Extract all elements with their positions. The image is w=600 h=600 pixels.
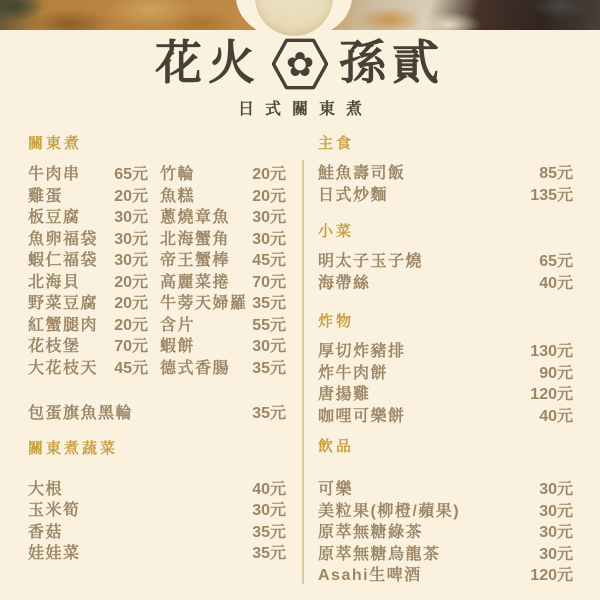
menu-item-name: 美粒果(柳橙/蘋果): [318, 502, 461, 520]
menu-item-row: [28, 520, 286, 542]
menu-item-row: [28, 498, 286, 520]
menu-item-name: 鮭魚壽司飯: [318, 165, 406, 183]
menu-item-row: [318, 563, 573, 585]
menu-item-name: 蝦仁福袋: [28, 252, 99, 269]
menu-item-row: [318, 361, 573, 383]
menu-item-row: [318, 520, 573, 542]
menu-item-name: 咖哩可樂餅: [318, 407, 406, 425]
menu-item-row: [318, 542, 573, 564]
menu-item-row: [28, 333, 286, 355]
menu-item-row: [318, 339, 573, 361]
menu-item-name: 板豆腐: [28, 209, 81, 226]
menu-item-row: [28, 247, 286, 269]
section-title-mains: 主食: [318, 135, 355, 152]
menu-item-price: 45元: [114, 359, 148, 377]
menu-item-row: [28, 161, 286, 183]
menu-item-price: 65元: [539, 253, 573, 271]
menu-item-name: 魚糕: [160, 187, 196, 205]
menu-item-row: [28, 269, 286, 291]
menu-item-row: [318, 404, 573, 426]
header-photo-strip: [0, 0, 600, 30]
menu-item-name: 海帶絲: [318, 274, 371, 292]
menu-item-name: 大花枝天: [28, 359, 99, 377]
menu-item-name: 雞蛋: [28, 187, 64, 205]
menu-item-price: 40元: [539, 407, 573, 425]
menu-item-name: 竹輪: [160, 166, 196, 183]
sakura-flower-glyph: ✿: [285, 45, 315, 85]
sakura-hexagon-icon: [271, 37, 329, 91]
menu-item-name: 北海貝: [28, 273, 81, 291]
menu-item-price: 30元: [252, 502, 286, 520]
section-title-oden: 關東煮: [28, 135, 83, 152]
column-divider: [302, 160, 304, 584]
menu-item-name: 明太子玉子燒: [318, 253, 424, 271]
menu-item-row: [28, 541, 286, 563]
menu-item-price: 70元: [252, 273, 286, 291]
menu-item-name: Asahi生啤酒: [318, 567, 422, 585]
menu-item-price: 55元: [252, 316, 286, 334]
menu-item-row: [28, 477, 286, 499]
menu-item-price: 30元: [539, 524, 573, 542]
menu-item-row: [28, 290, 286, 312]
menu-item-price: 30元: [539, 481, 573, 499]
menu-item-price: 65元: [114, 166, 148, 183]
menu-item-price: 85元: [539, 165, 573, 183]
menu-item-name: 含片: [160, 316, 196, 334]
menu-item-price: 35元: [252, 523, 286, 541]
brand-logo: [0, 35, 600, 93]
menu-item-name: 包蛋旗魚黑輪: [28, 405, 134, 423]
menu-item-name: 厚切炸豬排: [318, 343, 406, 361]
menu-item-price: 40元: [539, 274, 573, 292]
menu-item-price: 20元: [252, 166, 286, 183]
menu-item-name: 花枝堡: [28, 338, 81, 355]
menu-item-name: 原萃無糖烏龍茶: [318, 545, 441, 563]
menu-item-name: 魚卵福袋: [28, 230, 99, 248]
menu-item-name: 蝦餅: [160, 338, 196, 355]
menu-item-row: [318, 183, 573, 205]
menu-item-name: 牛蒡天婦羅: [160, 295, 248, 312]
section-title-oden-veg: 關東煮蔬菜: [28, 439, 119, 457]
menu-column-right: [318, 134, 573, 585]
section-title-sides: 小菜: [318, 223, 355, 240]
menu-item-name: 野菜豆腐: [28, 295, 99, 312]
menu-item-price: 35元: [252, 405, 286, 423]
menu-item-name: 可樂: [318, 481, 354, 499]
menu-item-row: [318, 499, 573, 521]
menu-item-row: [318, 249, 573, 271]
menu-item-name: 高麗菜捲: [160, 273, 231, 291]
section-title-fried: 炸物: [318, 313, 355, 330]
menu-item-price: 30元: [539, 502, 573, 520]
menu-item-name: 大根: [28, 480, 64, 498]
menu-item-name: 帝王蟹棒: [160, 252, 231, 269]
menu-item-name: 原萃無糖綠茶: [318, 524, 424, 542]
menu-item-name: 北海蟹角: [160, 230, 231, 248]
menu-item-row: [318, 161, 573, 183]
menu-item-price: 35元: [252, 295, 286, 312]
menu-column-left: [28, 134, 286, 563]
menu-item-row: [318, 382, 573, 404]
menu-item-row: [318, 271, 573, 293]
menu-item-price: 20元: [114, 187, 148, 205]
menu-item-price: 30元: [252, 209, 286, 226]
menu-item-row: [28, 401, 286, 423]
menu-item-price: 30元: [114, 209, 148, 226]
menu-item-row: [318, 477, 573, 499]
menu-item-price: 20元: [252, 187, 286, 205]
menu-item-row: [28, 312, 286, 334]
menu-item-price: 20元: [114, 295, 148, 312]
menu-item-price: 120元: [530, 567, 573, 585]
menu-item-price: 35元: [252, 545, 286, 563]
brand-subtitle: 日式關東煮: [237, 101, 373, 118]
menu-item-row: [28, 355, 286, 377]
menu-item-name: 娃娃菜: [28, 545, 81, 563]
menu-item-price: 130元: [530, 343, 573, 361]
menu-item-price: 70元: [114, 338, 148, 355]
menu-item-name: 日式炒麵: [318, 186, 389, 204]
menu-item-name: 炸牛肉餅: [318, 364, 389, 382]
menu-item-price: 20元: [114, 273, 148, 291]
menu-item-price: 120元: [530, 386, 573, 404]
menu-item-row: [28, 226, 286, 248]
section-title-drinks: 飲品: [318, 438, 355, 455]
menu-item-name: 玉米筍: [28, 502, 81, 520]
brand-name-left: 花火: [155, 36, 261, 91]
menu-item-price: 30元: [114, 252, 148, 269]
menu-item-price: 30元: [252, 230, 286, 248]
menu-item-price: 30元: [252, 338, 286, 355]
menu-item-name: 蔥燒章魚: [160, 209, 231, 226]
menu-item-price: 30元: [539, 545, 573, 563]
menu-item-price: 135元: [530, 186, 573, 204]
menu-item-price: 45元: [252, 252, 286, 269]
menu-item-price: 20元: [114, 316, 148, 334]
menu-item-row: [28, 204, 286, 226]
menu-item-name: 牛肉串: [28, 166, 81, 183]
menu-item-price: 40元: [252, 480, 286, 498]
menu-item-price: 90元: [539, 364, 573, 382]
menu-item-name: 德式香腸: [160, 359, 231, 377]
menu-item-name: 唐揚雞: [318, 386, 371, 404]
menu-item-name: 香菇: [28, 523, 64, 541]
menu-item-row: [28, 183, 286, 205]
brand-name-right: 孫貳: [339, 36, 445, 91]
menu-item-price: 35元: [252, 359, 286, 377]
menu-item-name: 紅蟹腿肉: [28, 316, 99, 334]
menu-item-price: 30元: [114, 230, 148, 248]
